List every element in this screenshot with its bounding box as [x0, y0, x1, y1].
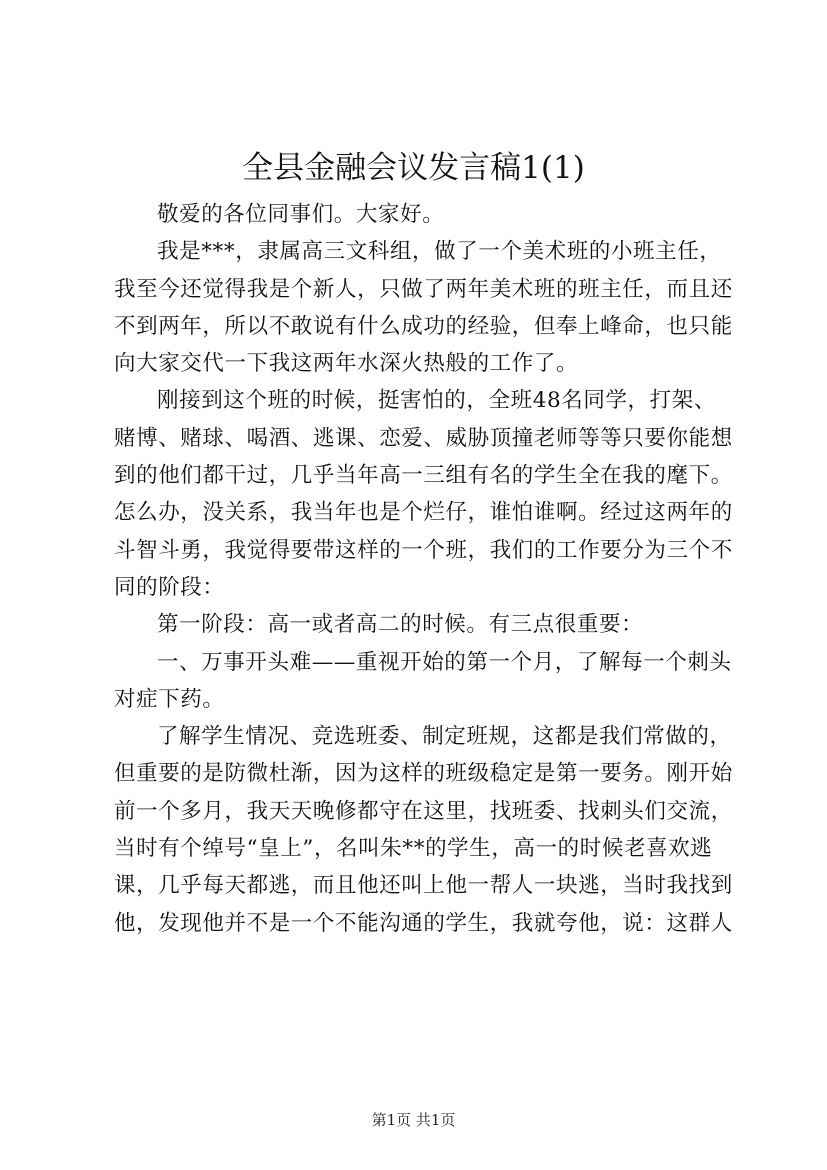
document-title: 全县金融会议发言稿1(1) [242, 150, 585, 186]
text-line: 但重要的是防微杜渐，因为这样的班级稳定是第一要务。刚开始 [114, 761, 733, 787]
text-line: 刚接到这个班的时候，挺害怕的，全班48名同学，打架、 [157, 388, 716, 414]
page-footer: 第1页 共1页 [371, 1111, 456, 1129]
text-line: 到的他们都干过，几乎当年高一三组有名的学生全在我的麾下。 [114, 463, 733, 489]
text-line: 课，几乎每天都逃，而且他还叫上他一帮人一块逃，当时我找到 [114, 873, 733, 899]
document-body [114, 196, 733, 942]
text-line: 斗智斗勇，我觉得要带这样的一个班，我们的工作要分为三个不 [114, 537, 733, 563]
text-line: 了解学生情况、竞选班委、制定班规，这都是我们常做的， [157, 724, 732, 750]
text-line: 一、万事开头难——重视开始的第一个月，了解每一个刺头 [157, 649, 732, 675]
text-line: 第一阶段：高一或者高二的时候。有三点很重要： [157, 612, 644, 638]
text-line: 我是***，隶属高三文科组，做了一个美术班的小班主任， [157, 239, 722, 265]
text-line: 怎么办，没关系，我当年也是个烂仔，谁怕谁啊。经过这两年的 [114, 500, 733, 526]
text-line: 对症下药。 [114, 686, 225, 712]
text-line: 不到两年，所以不敢说有什么成功的经验，但奉上峰命，也只能 [114, 313, 733, 339]
text-line: 同的阶段： [114, 574, 225, 600]
text-line: 前一个多月，我天天晚修都守在这里，找班委、找刺头们交流， [114, 798, 733, 824]
text-line: 他，发现他并不是一个不能沟通的学生，我就夸他，说：这群人 [114, 910, 733, 936]
text-line: 敬爱的各位同事们。大家好。 [157, 202, 445, 227]
text-line: 向大家交代一下我这两年水深火热般的工作了。 [114, 351, 579, 377]
text-line: 我至今还觉得我是个新人，只做了两年美术班的班主任，而且还 [114, 276, 733, 302]
text-line: 赌博、赌球、喝酒、逃课、恋爱、威胁顶撞老师等等只要你能想 [114, 425, 733, 451]
text-line: 当时有个绰号“皇上”，名叫朱**的学生，高一的时候老喜欢逃 [114, 836, 713, 862]
